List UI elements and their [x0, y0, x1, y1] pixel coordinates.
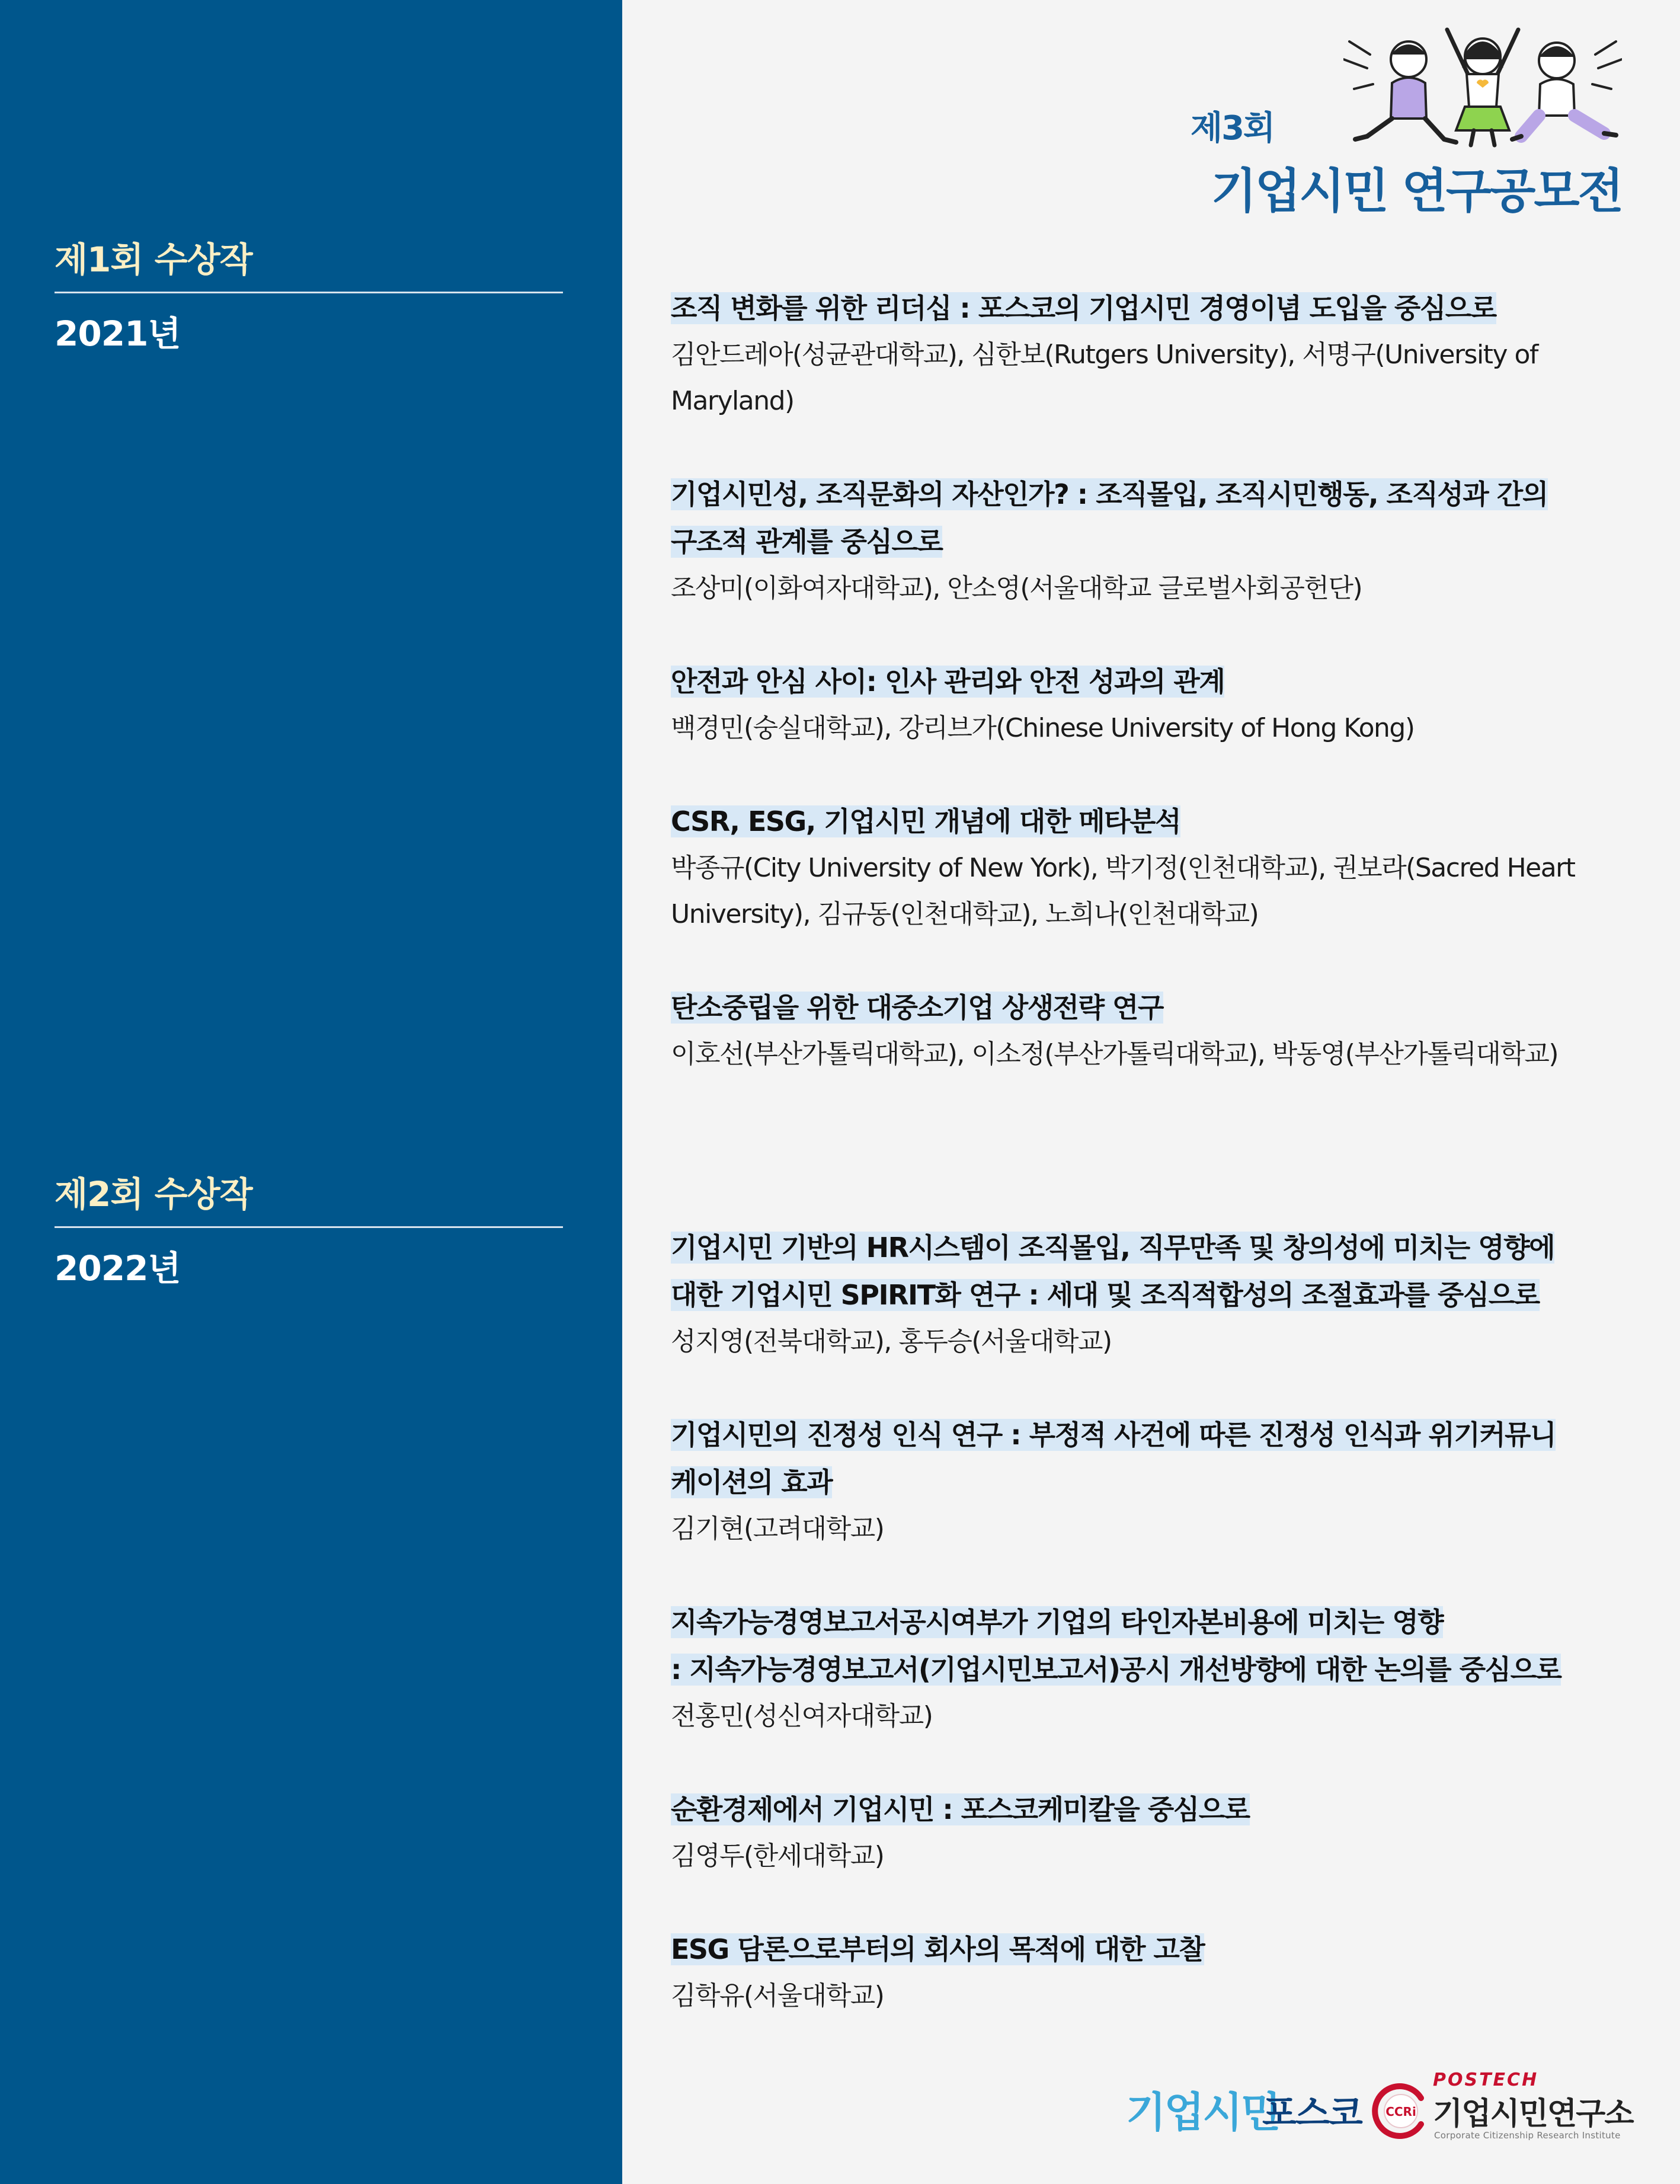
entry-authors: 김안드레아(성균관대학교), 심한보(Rutgers University), 서명구(University of Maryland)	[671, 340, 1538, 416]
round-2-heading	[55, 1171, 563, 1292]
entry	[671, 1411, 1631, 1552]
contest-header	[1148, 18, 1622, 219]
entry-title-line: 구조적 관계를 중심으로	[671, 526, 943, 558]
entry-title	[671, 471, 1631, 565]
entry	[671, 984, 1631, 1077]
round-label: 제1회 수상작	[55, 239, 252, 280]
entry-title	[671, 1926, 1631, 1973]
ccri-logo-icon	[1370, 2080, 1432, 2142]
postech-logo: POSTECH	[1433, 2070, 1539, 2090]
entry-authors: 성지영(전북대학교), 홍두승(서울대학교)	[671, 1326, 1112, 1357]
brand-logo: 기업시민	[1126, 2088, 1279, 2137]
entry-title	[671, 1411, 1631, 1506]
entry	[671, 798, 1631, 938]
entry-title	[671, 984, 1631, 1031]
round-year: 2021년	[55, 314, 181, 354]
round-2-entries	[671, 1224, 1631, 2065]
divider	[55, 1226, 563, 1228]
entry	[671, 471, 1631, 612]
entry	[671, 1224, 1631, 1365]
entry-title-line: : 지속가능경영보고서(기업시민보고서)공시 개선방향에 대한 논의를 중심으로	[671, 1654, 1561, 1686]
entry-title	[671, 1224, 1631, 1319]
entry-title-line: 기업시민성, 조직문화의 자산인가? : 조직몰입, 조직시민행동, 조직성과 간의	[671, 478, 1548, 510]
ccri-name: 기업시민연구소	[1433, 2096, 1633, 2132]
entry-title-line: ESG 담론으로부터의 회사의 목적에 대한 고찰	[671, 1933, 1205, 1965]
entry-authors: 김영두(한세대학교)	[671, 1841, 884, 1871]
entry-title-line: 케이션의 효과	[671, 1466, 833, 1498]
entry	[671, 1786, 1631, 1879]
entry	[671, 284, 1631, 424]
entry-authors: 백경민(숭실대학교), 강리브가(Chinese University of Hong Kong)	[671, 713, 1415, 743]
entry-title	[671, 1786, 1631, 1833]
mascot-illustration-icon	[1343, 18, 1622, 148]
entry	[671, 1598, 1631, 1739]
entry-title-line: 기업시민의 진정성 인식 연구 : 부정적 사건에 따른 진정성 인식과 위기커뮤니	[671, 1419, 1556, 1451]
posco-logo: 포스코	[1262, 2093, 1362, 2134]
entry-title	[671, 658, 1631, 705]
entry-title	[671, 1598, 1631, 1693]
entry-title-line: 순환경제에서 기업시민 : 포스코케미칼을 중심으로	[671, 1793, 1250, 1825]
round-1-heading	[55, 236, 563, 357]
contest-title: 기업시민 연구공모전	[1211, 164, 1622, 219]
ccri-icon-text: CCRi	[1385, 2105, 1416, 2119]
entry-authors: 조상미(이화여자대학교), 안소영(서울대학교 글로벌사회공헌단)	[671, 573, 1362, 603]
entry-title-line: 기업시민 기반의 HR시스템이 조직몰입, 직무만족 및 창의성에 미치는 영향에	[671, 1232, 1555, 1264]
footer-logos	[1126, 2068, 1633, 2151]
entry-title-line: 조직 변화를 위한 리더십 : 포스코의 기업시민 경영이념 도입을 중심으로	[671, 292, 1496, 324]
round-label: 제2회 수상작	[55, 1174, 252, 1214]
entry	[671, 1926, 1631, 2019]
entry-authors: 박종규(City University of New York), 박기정(인천대학교), 권보라(Sacred Heart University), 김규동(인천대학교), 노희나(인천대학교)	[671, 853, 1575, 929]
round-1-entries	[671, 284, 1631, 1124]
entry	[671, 658, 1631, 752]
entry-title-line: CSR, ESG, 기업시민 개념에 대한 메타분석	[671, 805, 1181, 837]
entry-title-line: 지속가능경영보고서공시여부가 기업의 타인자본비용에 미치는 영향	[671, 1606, 1444, 1638]
contest-edition: 제3회	[1191, 109, 1275, 148]
entry-authors: 이호선(부산가톨릭대학교), 이소정(부산가톨릭대학교), 박동영(부산가톨릭대학교)	[671, 1039, 1559, 1069]
sidebar	[0, 0, 622, 2184]
entry-title-line: 대한 기업시민 SPIRIT화 연구 : 세대 및 조직적합성의 조절효과를 중심으로	[671, 1279, 1540, 1311]
entry-authors: 전홍민(성신여자대학교)	[671, 1701, 933, 1731]
entry-title-line: 안전과 안심 사이: 인사 관리와 안전 성과의 관계	[671, 666, 1225, 698]
entry-title	[671, 798, 1631, 845]
ccri-english-name: Corporate Citizenship Research Institute	[1434, 2130, 1621, 2141]
entry-title-line: 탄소중립을 위한 대중소기업 상생전략 연구	[671, 992, 1163, 1024]
entry-title	[671, 284, 1631, 332]
divider	[55, 292, 563, 293]
entry-authors: 김기현(고려대학교)	[671, 1514, 884, 1544]
entry-authors: 김학유(서울대학교)	[671, 1981, 884, 2011]
round-year: 2022년	[55, 1248, 181, 1288]
